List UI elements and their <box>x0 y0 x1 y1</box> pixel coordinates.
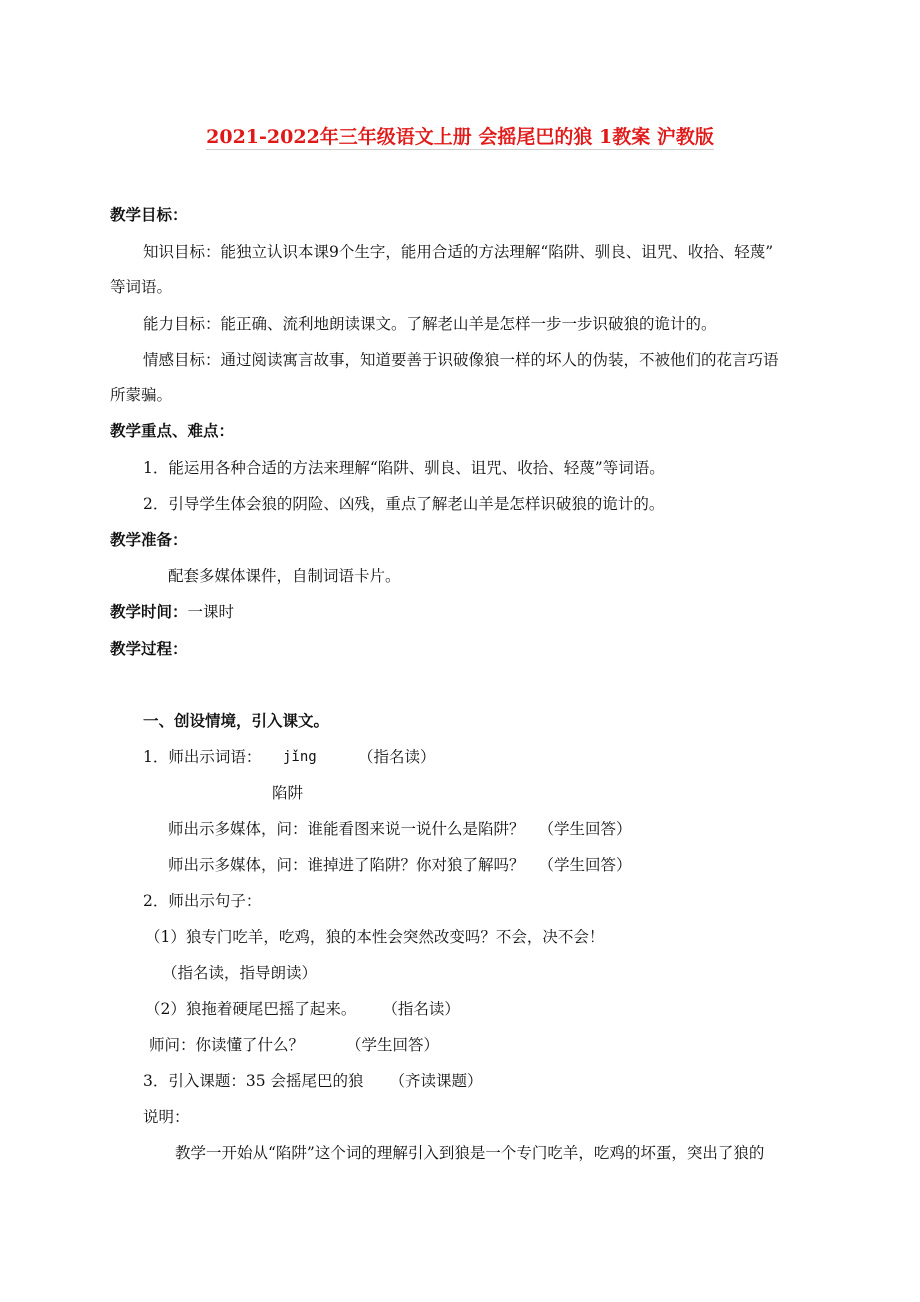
step3-text: 3．引入课题：35 会摇尾巴的狼 <box>143 1072 364 1090</box>
goal-knowledge-line1: 知识目标：能独立认识本课9个生字，能用合适的方法理解“陷阱、驯良、诅咒、收拾、轻蔑” <box>143 243 774 261</box>
goal-knowledge-line2: 等词语。 <box>110 278 173 296</box>
section1-heading: 一、创设情境，引入课文。 <box>143 711 330 730</box>
prep-text: 配套多媒体课件，自制词语卡片。 <box>168 567 401 585</box>
step2-sentence1: （1）狼专门吃羊，吃鸡，狼的本性会突然改变吗？不会，决不会！ <box>145 928 605 946</box>
step1-question2 <box>168 855 632 875</box>
goal-emotion-line2: 所蒙骗。 <box>110 386 173 404</box>
key-point-item: 1．能运用各种合适的方法来理解“陷阱、驯良、诅咒、收拾、轻蔑”等词语。 <box>143 459 665 477</box>
step2-sentence2 <box>145 999 460 1019</box>
step1-note: （指名读） <box>358 748 436 766</box>
step1-question1-text: 师出示多媒体，问：谁能看图来说一说什么是陷阱？ <box>168 820 525 838</box>
time-row <box>110 602 234 622</box>
step1-word: 陷阱 <box>272 784 304 802</box>
time-value: 一课时 <box>187 603 235 621</box>
document-title: 2021-2022年三年级语文上册 会摇尾巴的狼 1教案 沪教版 <box>206 126 714 148</box>
step2-sentence2-note: （指名读） <box>382 1000 460 1018</box>
process-heading: 教学过程： <box>110 639 188 658</box>
key-points-heading: 教学重点、难点： <box>110 421 235 440</box>
step3 <box>143 1071 483 1091</box>
prep-heading: 教学准备： <box>110 530 188 549</box>
step1-question1 <box>168 819 632 839</box>
step1-question1-note: （学生回答） <box>538 820 632 838</box>
step1-question2-text: 师出示多媒体，问：谁掉进了陷阱？你对狼了解吗？ <box>168 856 525 874</box>
explain-text: 教学一开始从“陷阱”这个词的理解引入到狼是一个专门吃羊，吃鸡的坏蛋，突出了狼的 <box>175 1144 765 1162</box>
key-point-item: 2．引导学生体会狼的阴险、凶残，重点了解老山羊是怎样识破狼的诡计的。 <box>143 495 665 513</box>
step2-sentence1-note: （指名读，指导朗读） <box>162 964 318 982</box>
step2-sentence2-text: （2）狼拖着硬尾巴摇了起来。 <box>145 1000 357 1018</box>
explain-label: 说明： <box>143 1108 190 1126</box>
step2-ask <box>149 1035 439 1055</box>
step1-pinyin: jǐng <box>283 749 317 765</box>
step1-question2-note: （学生回答） <box>538 856 632 874</box>
goals-heading: 教学目标： <box>110 205 188 224</box>
time-heading: 教学时间： <box>110 602 188 621</box>
step2-ask-text: 师问：你读懂了什么？ <box>149 1036 305 1054</box>
goal-emotion-line1: 情感目标：通过阅读寓言故事，知道要善于识破像狼一样的坏人的伪装，不被他们的花言巧语 <box>143 351 779 369</box>
step2-ask-note: （学生回答） <box>346 1036 440 1054</box>
step1-label: 1．师出示词语： <box>143 748 262 766</box>
step2-label: 2．师出示句子： <box>143 892 262 910</box>
goal-ability: 能力目标：能正确、流利地朗读课文。了解老山羊是怎样一步一步识破狼的诡计的。 <box>143 315 717 333</box>
step3-note: （齐读课题） <box>389 1072 483 1090</box>
